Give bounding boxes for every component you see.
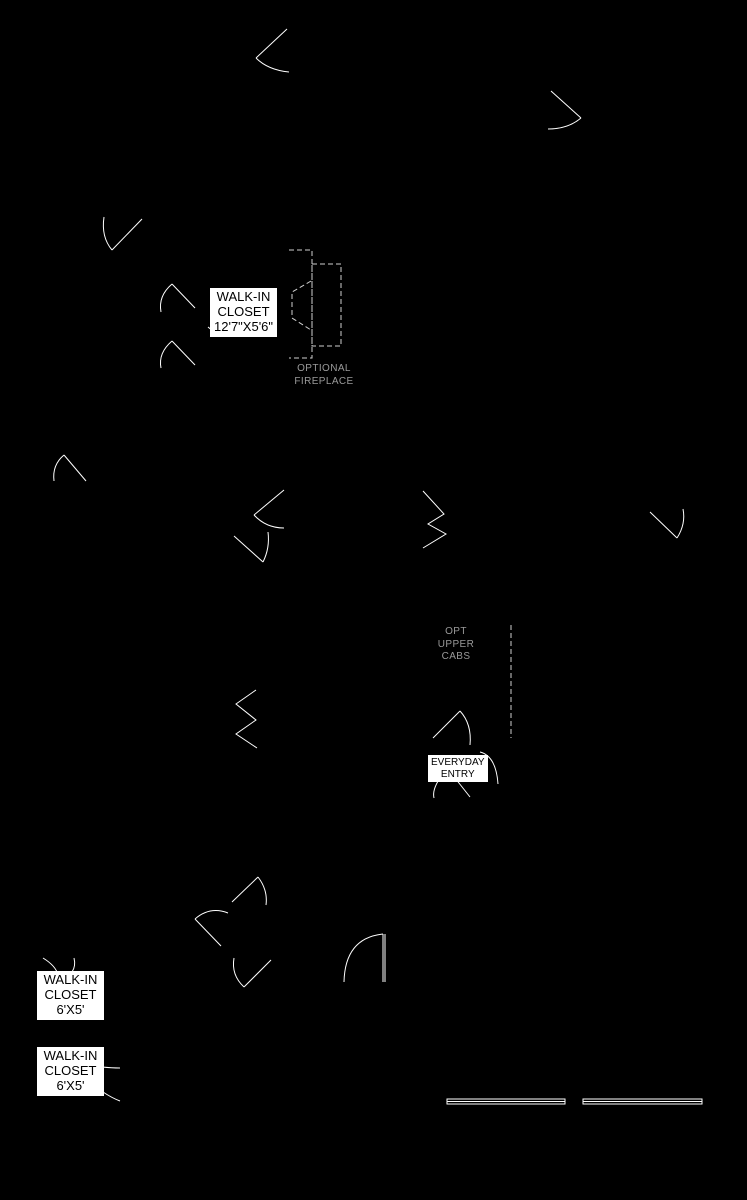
opt-upper-cabs-note xyxy=(431,626,481,664)
walk-in-closet-lower-2-line1: WALK-IN xyxy=(43,1048,98,1063)
optional-fireplace-line1: OPTIONAL xyxy=(297,363,351,374)
walk-in-closet-lower-1-label xyxy=(37,971,104,1020)
walk-in-closet-main-line3: 12'7"X5'6" xyxy=(214,318,274,334)
opt-upper-cabs-line3: CABS xyxy=(441,651,471,662)
walk-in-closet-main-line1: WALK-IN xyxy=(216,289,271,304)
opt-upper-cabs-line2: UPPER xyxy=(437,638,475,650)
walk-in-closet-lower-2-line2: CLOSET xyxy=(44,1062,97,1078)
everyday-entry-line2: ENTRY xyxy=(440,768,475,780)
walk-in-closet-lower-2-label xyxy=(37,1047,104,1096)
everyday-entry-label xyxy=(428,755,488,782)
everyday-entry-line1: EVERYDAY xyxy=(431,757,485,768)
opt-upper-cabs-line1: OPT xyxy=(445,626,467,637)
walk-in-closet-lower-1-line3: 6'X5' xyxy=(56,1001,85,1017)
walk-in-closet-lower-1-line1: WALK-IN xyxy=(43,972,98,987)
walk-in-closet-main-line2: CLOSET xyxy=(217,303,270,319)
walk-in-closet-lower-2-line3: 6'X5' xyxy=(56,1077,85,1093)
walk-in-closet-lower-1-line2: CLOSET xyxy=(44,986,97,1002)
optional-fireplace-note xyxy=(290,363,358,388)
walk-in-closet-main-label xyxy=(210,288,277,337)
optional-fireplace-line2: FIREPLACE xyxy=(294,375,354,387)
